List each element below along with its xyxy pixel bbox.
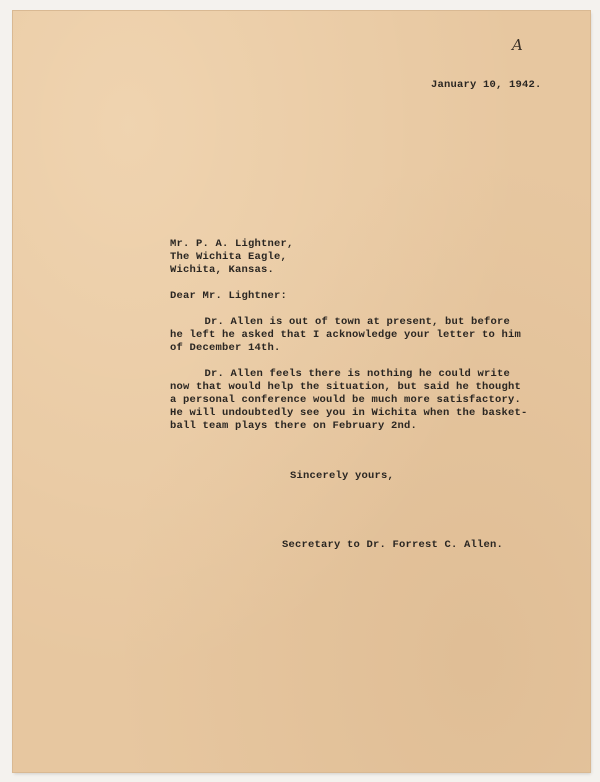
recipient-organization: The Wichita Eagle, <box>170 251 288 263</box>
body-line: of December 14th. <box>170 342 281 354</box>
body-line: Dr. Allen feels there is nothing he could write <box>172 368 511 380</box>
signature-line: Secretary to Dr. Forrest C. Allen. <box>282 539 504 551</box>
body-line: He will undoubtedly see you in Wichita when the basket- <box>170 407 528 419</box>
recipient-city: Wichita, Kansas. <box>170 264 275 276</box>
body-line: now that would help the situation, but said he thought <box>170 381 522 393</box>
handwritten-annotation: A <box>512 36 523 54</box>
body-line: he left he asked that I acknowledge your letter to him <box>170 329 522 341</box>
closing: Sincerely yours, <box>290 470 395 482</box>
salutation: Dear Mr. Lightner: <box>170 290 288 302</box>
body-line: ball team plays there on February 2nd. <box>170 420 418 432</box>
recipient-name: Mr. P. A. Lightner, <box>170 238 294 250</box>
body-line: Dr. Allen is out of town at present, but before <box>172 316 511 328</box>
body-line: a personal conference would be much more satisfactory. <box>170 394 522 406</box>
letter-date: January 10, 1942. <box>431 79 542 91</box>
